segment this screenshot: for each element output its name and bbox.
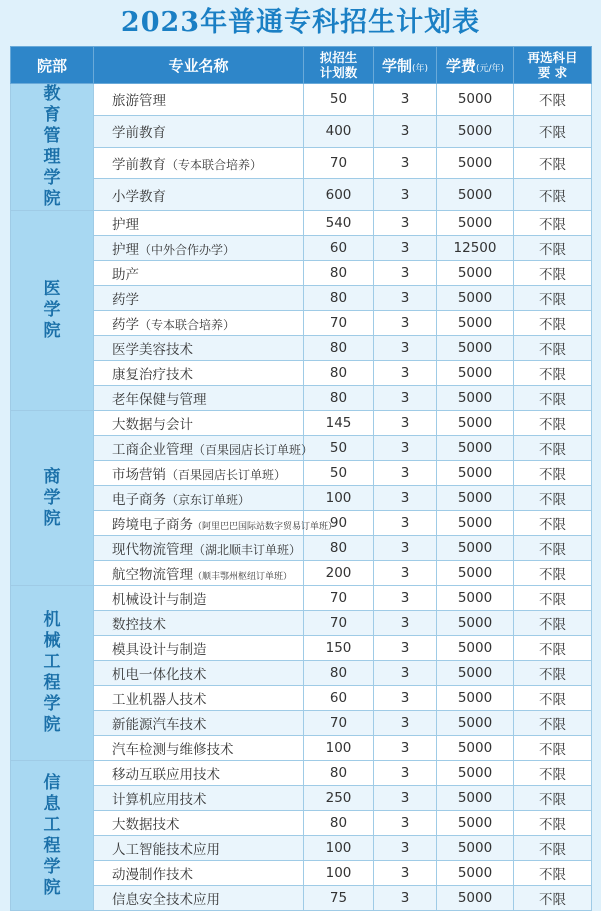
table-row	[11, 411, 592, 436]
req-cell: 不限	[514, 361, 592, 386]
header-plan-line1: 拟招生	[319, 50, 358, 65]
table-row	[11, 686, 592, 711]
years-cell: 3	[374, 586, 437, 611]
major-cell	[94, 211, 304, 236]
table-row	[11, 236, 592, 261]
plan-cell: 100	[304, 486, 374, 511]
major-note: （湖北顺丰订单班）	[193, 543, 302, 557]
years-cell: 3	[374, 761, 437, 786]
dept-name: 教育管理学院	[43, 84, 61, 209]
req-cell: 不限	[514, 811, 592, 836]
req-cell: 不限	[514, 761, 592, 786]
req-cell: 不限	[514, 411, 592, 436]
dept-cell	[11, 586, 94, 761]
fee-cell: 5000	[437, 84, 514, 116]
major-note: （百果园店长订单班）	[193, 443, 314, 457]
years-cell: 3	[374, 147, 437, 179]
table-row	[11, 179, 592, 211]
plan-cell: 90	[304, 511, 374, 536]
major-name: 航空物流管理	[112, 567, 193, 583]
plan-cell: 80	[304, 661, 374, 686]
req-cell: 不限	[514, 661, 592, 686]
major-name: 护理	[112, 242, 139, 258]
req-cell: 不限	[514, 211, 592, 236]
major-name: 市场营销	[112, 467, 166, 483]
major-name: 药学	[112, 292, 139, 308]
fee-cell: 5000	[437, 286, 514, 311]
fee-cell: 5000	[437, 761, 514, 786]
major-note: （顺丰鄂州枢纽订单班）	[193, 572, 293, 582]
years-cell: 3	[374, 486, 437, 511]
years-cell: 3	[374, 811, 437, 836]
req-cell: 不限	[514, 236, 592, 261]
major-name: 学前教育	[112, 156, 166, 173]
plan-cell: 250	[304, 786, 374, 811]
table-row	[11, 336, 592, 361]
req-cell: 不限	[514, 286, 592, 311]
fee-cell: 12500	[437, 236, 514, 261]
plan-cell: 145	[304, 411, 374, 436]
table-row	[11, 261, 592, 286]
years-cell: 3	[374, 436, 437, 461]
fee-cell: 5000	[437, 686, 514, 711]
years-cell: 3	[374, 836, 437, 861]
major-cell	[94, 311, 304, 336]
major-name: 动漫制作技术	[112, 867, 193, 883]
years-cell: 3	[374, 611, 437, 636]
major-cell	[94, 686, 304, 711]
major-name: 老年保健与管理	[112, 392, 207, 408]
major-cell	[94, 636, 304, 661]
dept-name: 医学院	[43, 279, 61, 341]
plan-cell: 80	[304, 811, 374, 836]
major-name: 旅游管理	[112, 93, 166, 110]
page-title: 2023年普通专科招生计划表	[120, 7, 481, 38]
years-cell: 3	[374, 115, 437, 147]
table-row	[11, 736, 592, 761]
fee-cell: 5000	[437, 361, 514, 386]
plan-cell: 80	[304, 386, 374, 411]
table-row	[11, 84, 592, 116]
years-cell: 3	[374, 361, 437, 386]
header-fee-label: 学费	[445, 56, 476, 75]
header-plan-line2: 计划数	[319, 65, 358, 80]
major-cell	[94, 286, 304, 311]
table-row	[11, 561, 592, 586]
major-cell	[94, 786, 304, 811]
major-cell	[94, 886, 304, 911]
fee-cell: 5000	[437, 636, 514, 661]
req-cell: 不限	[514, 586, 592, 611]
major-name: 模具设计与制造	[112, 642, 207, 658]
req-cell: 不限	[514, 461, 592, 486]
years-cell: 3	[374, 386, 437, 411]
major-cell	[94, 586, 304, 611]
fee-cell: 5000	[437, 886, 514, 911]
req-cell: 不限	[514, 786, 592, 811]
fee-cell: 5000	[437, 436, 514, 461]
table-row	[11, 861, 592, 886]
major-name: 大数据与会计	[112, 417, 193, 433]
table-row	[11, 836, 592, 861]
plan-cell: 80	[304, 361, 374, 386]
years-cell: 3	[374, 236, 437, 261]
major-cell	[94, 147, 304, 179]
dept-cell	[11, 411, 94, 586]
major-name: 跨境电子商务	[112, 517, 193, 533]
req-cell: 不限	[514, 511, 592, 536]
table-body	[11, 84, 592, 911]
req-cell: 不限	[514, 736, 592, 761]
major-cell	[94, 179, 304, 211]
years-cell: 3	[374, 636, 437, 661]
years-cell: 3	[374, 411, 437, 436]
fee-cell: 5000	[437, 461, 514, 486]
plan-cell: 60	[304, 686, 374, 711]
major-cell	[94, 411, 304, 436]
req-cell: 不限	[514, 561, 592, 586]
plan-cell: 400	[304, 115, 374, 147]
fee-cell: 5000	[437, 411, 514, 436]
major-cell	[94, 84, 304, 116]
major-note: （阿里巴巴国际站数字贸易订单班）	[193, 522, 338, 532]
major-name: 移动互联应用技术	[112, 767, 220, 783]
major-cell	[94, 336, 304, 361]
table-row	[11, 661, 592, 686]
fee-cell: 5000	[437, 511, 514, 536]
fee-cell: 5000	[437, 736, 514, 761]
plan-cell: 50	[304, 84, 374, 116]
major-cell	[94, 836, 304, 861]
plan-cell: 100	[304, 836, 374, 861]
major-name: 康复治疗技术	[112, 367, 193, 383]
major-note: （专本联合培养）	[139, 318, 236, 332]
major-name: 汽车检测与维修技术	[112, 742, 234, 758]
major-note: （专本联合培养）	[166, 157, 263, 172]
major-cell	[94, 661, 304, 686]
plan-cell: 70	[304, 711, 374, 736]
fee-cell: 5000	[437, 836, 514, 861]
header-req-line1: 再选科目	[527, 50, 578, 65]
major-cell	[94, 436, 314, 461]
major-cell	[94, 261, 304, 286]
plan-cell: 100	[304, 861, 374, 886]
req-cell: 不限	[514, 486, 592, 511]
req-cell: 不限	[514, 636, 592, 661]
major-name: 新能源汽车技术	[112, 717, 207, 733]
years-cell: 3	[374, 736, 437, 761]
major-cell	[94, 611, 304, 636]
dept-cell	[11, 761, 94, 911]
header-years-label: 学制	[381, 56, 412, 75]
years-cell: 3	[374, 561, 437, 586]
table-row	[11, 586, 592, 611]
plan-cell: 50	[304, 436, 374, 461]
req-cell: 不限	[514, 836, 592, 861]
years-cell: 3	[374, 336, 437, 361]
fee-cell: 5000	[437, 336, 514, 361]
req-cell: 不限	[514, 311, 592, 336]
years-cell: 3	[374, 661, 437, 686]
table-row	[11, 311, 592, 336]
fee-cell: 5000	[437, 711, 514, 736]
major-cell	[94, 761, 304, 786]
table-row	[11, 511, 592, 536]
req-cell: 不限	[514, 386, 592, 411]
fee-cell: 5000	[437, 486, 514, 511]
major-cell	[94, 461, 304, 486]
plan-cell: 60	[304, 236, 374, 261]
fee-cell: 5000	[437, 611, 514, 636]
req-cell: 不限	[514, 261, 592, 286]
years-cell: 3	[374, 84, 437, 116]
req-cell: 不限	[514, 147, 592, 179]
years-cell: 3	[374, 861, 437, 886]
years-cell: 3	[374, 286, 437, 311]
major-name: 人工智能技术应用	[112, 842, 220, 858]
major-name: 学前教育	[112, 125, 166, 142]
years-cell: 3	[374, 536, 437, 561]
plan-cell: 80	[304, 536, 374, 561]
years-cell: 3	[374, 886, 437, 911]
plan-cell: 80	[304, 336, 374, 361]
fee-cell: 5000	[437, 536, 514, 561]
dept-name: 机械工程学院	[43, 610, 61, 735]
major-name: 信息安全技术应用	[112, 892, 220, 908]
table-row	[11, 461, 592, 486]
years-cell: 3	[374, 211, 437, 236]
major-name: 现代物流管理	[112, 542, 193, 558]
table-row	[11, 811, 592, 836]
enrollment-plan-table	[10, 46, 592, 911]
req-cell: 不限	[514, 336, 592, 361]
table-row	[11, 286, 592, 311]
major-name: 护理	[112, 217, 139, 233]
major-name: 工商企业管理	[112, 442, 193, 458]
plan-cell: 540	[304, 211, 374, 236]
table-row	[11, 115, 592, 147]
req-cell: 不限	[514, 115, 592, 147]
req-cell: 不限	[514, 84, 592, 116]
major-cell	[94, 811, 304, 836]
major-name: 计算机应用技术	[112, 792, 207, 808]
plan-cell: 100	[304, 736, 374, 761]
major-name: 机电一体化技术	[112, 667, 207, 683]
header-req-line2: 要 求	[537, 65, 568, 80]
fee-cell: 5000	[437, 261, 514, 286]
req-cell: 不限	[514, 611, 592, 636]
req-cell: 不限	[514, 536, 592, 561]
major-cell	[94, 511, 338, 536]
fee-cell: 5000	[437, 661, 514, 686]
table-row	[11, 211, 592, 236]
major-cell	[94, 236, 304, 261]
major-name: 数控技术	[112, 617, 166, 633]
major-cell	[94, 861, 304, 886]
major-name: 医学美容技术	[112, 342, 193, 358]
plan-cell: 70	[304, 311, 374, 336]
table-row	[11, 711, 592, 736]
req-cell: 不限	[514, 179, 592, 211]
req-cell: 不限	[514, 686, 592, 711]
plan-cell: 150	[304, 636, 374, 661]
header-fee	[437, 47, 514, 84]
fee-cell: 5000	[437, 311, 514, 336]
dept-cell	[11, 211, 94, 411]
plan-cell: 75	[304, 886, 374, 911]
major-name: 小学教育	[112, 188, 166, 205]
plan-cell: 70	[304, 147, 374, 179]
major-name: 工业机器人技术	[112, 692, 207, 708]
plan-cell: 50	[304, 461, 374, 486]
header-plan	[304, 47, 374, 84]
dept-name: 商学院	[43, 466, 61, 529]
years-cell: 3	[374, 311, 437, 336]
header-years	[374, 47, 437, 84]
fee-cell: 5000	[437, 115, 514, 147]
years-cell: 3	[374, 511, 437, 536]
years-cell: 3	[374, 686, 437, 711]
major-cell	[94, 736, 304, 761]
major-name: 大数据技术	[112, 817, 180, 833]
fee-cell: 5000	[437, 586, 514, 611]
table-row	[11, 386, 592, 411]
req-cell: 不限	[514, 711, 592, 736]
header-dept: 院部	[11, 47, 94, 84]
major-name: 机械设计与制造	[112, 592, 207, 608]
req-cell: 不限	[514, 436, 592, 461]
table-header-row	[11, 47, 592, 84]
years-cell: 3	[374, 261, 437, 286]
fee-cell: 5000	[437, 861, 514, 886]
years-cell: 3	[374, 461, 437, 486]
plan-cell: 600	[304, 179, 374, 211]
fee-cell: 5000	[437, 179, 514, 211]
major-cell	[94, 711, 304, 736]
plan-cell: 80	[304, 761, 374, 786]
header-years-unit: (年)	[411, 63, 429, 74]
table-row	[11, 786, 592, 811]
major-note: （百果园店长订单班）	[166, 468, 287, 482]
table-row	[11, 886, 592, 911]
major-note: （中外合作办学）	[139, 243, 236, 257]
table-row	[11, 361, 592, 386]
dept-name: 信息工程学院	[43, 772, 61, 898]
major-note: （京东订单班）	[166, 493, 251, 507]
dept-cell	[11, 84, 94, 211]
plan-cell: 70	[304, 586, 374, 611]
fee-cell: 5000	[437, 786, 514, 811]
table-row	[11, 636, 592, 661]
table-row	[11, 761, 592, 786]
major-cell	[94, 115, 304, 147]
table-row	[11, 536, 592, 561]
req-cell: 不限	[514, 861, 592, 886]
years-cell: 3	[374, 786, 437, 811]
fee-cell: 5000	[437, 811, 514, 836]
table-row	[11, 486, 592, 511]
plan-cell: 80	[304, 261, 374, 286]
table-row	[11, 611, 592, 636]
table-row	[11, 147, 592, 179]
years-cell: 3	[374, 711, 437, 736]
header-req	[514, 47, 592, 84]
table-row	[11, 436, 592, 461]
fee-cell: 5000	[437, 211, 514, 236]
major-cell	[94, 486, 304, 511]
req-cell: 不限	[514, 886, 592, 911]
years-cell: 3	[374, 179, 437, 211]
plan-cell: 80	[304, 286, 374, 311]
fee-cell: 5000	[437, 561, 514, 586]
plan-cell: 70	[304, 611, 374, 636]
major-cell	[94, 361, 304, 386]
major-cell	[94, 561, 304, 586]
major-name: 电子商务	[112, 492, 166, 508]
header-fee-unit: (元/年)	[475, 63, 505, 74]
major-name: 药学	[112, 317, 139, 333]
header-major: 专业名称	[94, 47, 304, 84]
plan-cell: 200	[304, 561, 374, 586]
fee-cell: 5000	[437, 386, 514, 411]
major-cell	[94, 386, 304, 411]
major-cell	[94, 536, 304, 561]
fee-cell: 5000	[437, 147, 514, 179]
major-name: 助产	[112, 267, 139, 283]
